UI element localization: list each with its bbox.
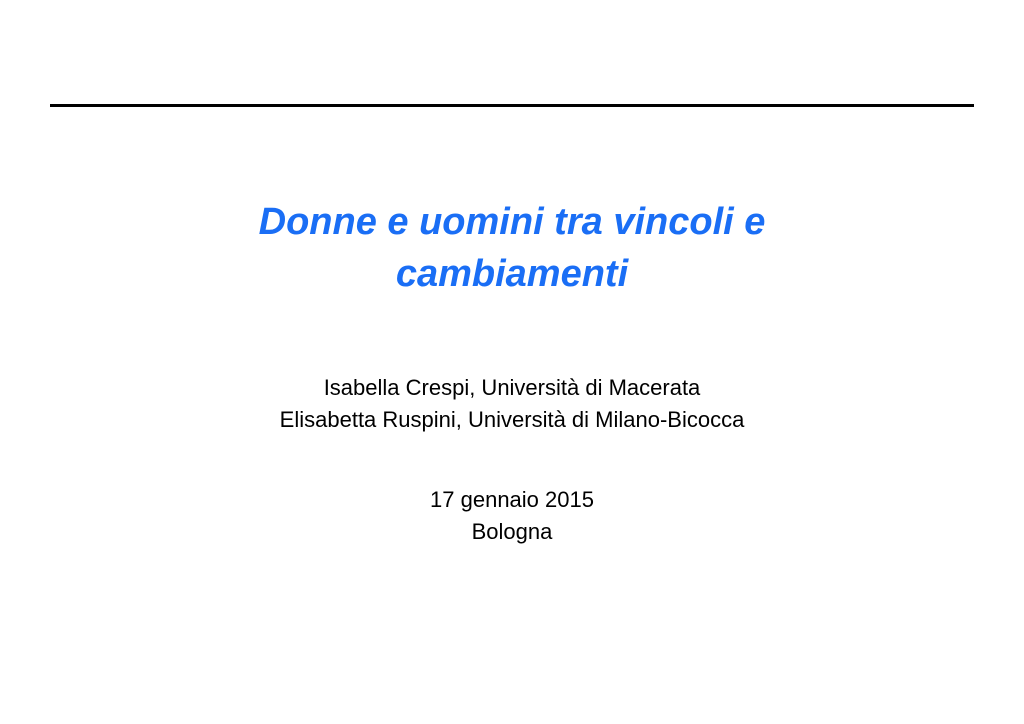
title-line-2: cambiamenti — [395, 253, 629, 295]
event-date: 17 gennaio 2015 — [430, 487, 594, 512]
event-location: Bologna — [471, 519, 553, 544]
top-divider — [50, 104, 974, 107]
author-1: Isabella Crespi, Università di Macerata — [323, 375, 701, 400]
author-list — [0, 372, 1024, 436]
event-info — [0, 484, 1024, 548]
slide-title — [0, 196, 1024, 300]
author-2: Elisabetta Ruspini, Università di Milano-Bicocca — [279, 407, 745, 432]
title-line-1: Donne e uomini tra vincoli e — [258, 201, 766, 243]
